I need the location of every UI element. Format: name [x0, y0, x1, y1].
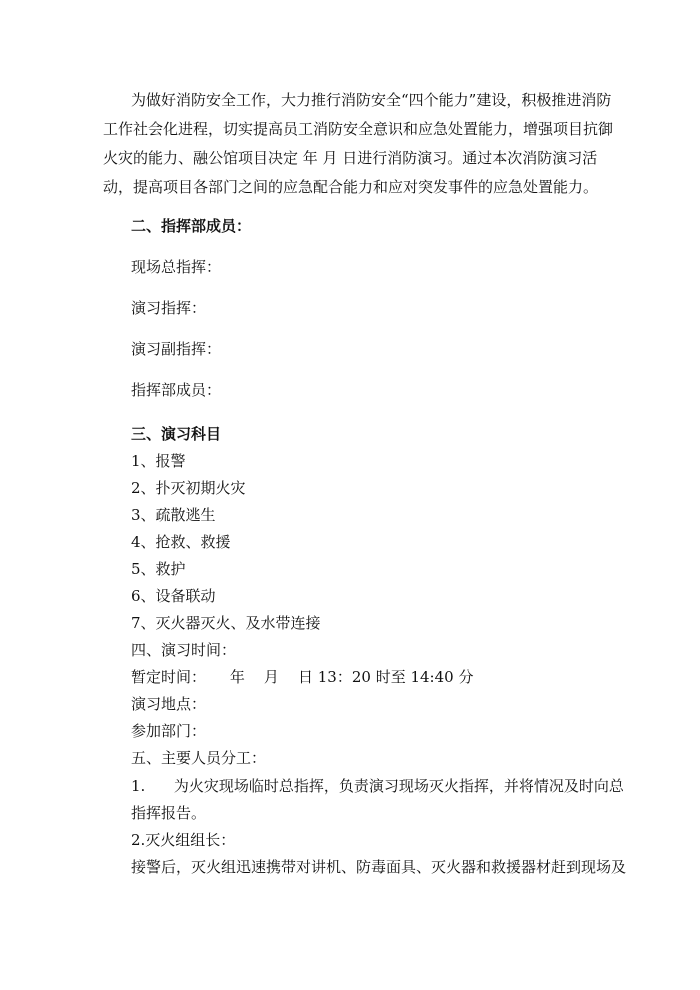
commander-field: 现场总指挥：: [131, 258, 222, 276]
deputy-commander-field: 演习副指挥：: [131, 340, 222, 358]
drill-place: 演习地点：: [131, 695, 207, 713]
section-5-heading: 五、主要人员分工：: [131, 749, 267, 767]
drill-time: 暂定时间： 年 月 日 13：20 时至 14:40 分: [131, 668, 474, 686]
list-item: 4、抢救、救援: [131, 533, 231, 551]
section-2-heading: 二、指挥部成员：: [131, 217, 252, 235]
list-item: 5、救护: [131, 560, 186, 578]
duty-item-1-line-2: 指挥报告。: [131, 804, 207, 822]
drill-commander-field: 演习指挥：: [131, 299, 207, 317]
list-item: 6、设备联动: [131, 587, 216, 605]
section-3-heading: 三、演习科目: [131, 425, 222, 443]
list-item: 1、报警: [131, 452, 186, 470]
intro-line-4: 动，提高项目各部门之间的应急配合能力和应对突发事件的应急处置能力。: [103, 178, 599, 196]
list-item: 7、灭火器灭火、及水带连接: [131, 614, 321, 632]
intro-line-2: 工作社会化进程，切实提高员工消防安全意识和应急处置能力，增强项目抗御: [103, 120, 614, 138]
command-members-field: 指挥部成员：: [131, 381, 222, 399]
duty-item-2-title: 2.灭火组组长：: [131, 831, 236, 849]
duty-item-2-line-1: 接警后，灭火组迅速携带对讲机、防毒面具、灭火器和救援器材赶到现场及: [131, 858, 627, 876]
list-item: 3、疏散逃生: [131, 506, 216, 524]
duty-item-1-line-1: 1. 为火灾现场临时总指挥，负责演习现场灭火指挥，并将情况及时向总: [131, 777, 624, 795]
list-item: 2、扑灭初期火灾: [131, 479, 246, 497]
intro-line-3: 火灾的能力、融公馆项目决定 年 月 日进行消防演习。通过本次消防演习活: [103, 149, 598, 167]
section-4-heading: 四、演习时间：: [131, 641, 237, 659]
intro-line-1: 为做好消防安全工作，大力推行消防安全“四个能力”建设，积极推进消防: [131, 91, 612, 109]
participating-departments: 参加部门：: [131, 722, 207, 740]
